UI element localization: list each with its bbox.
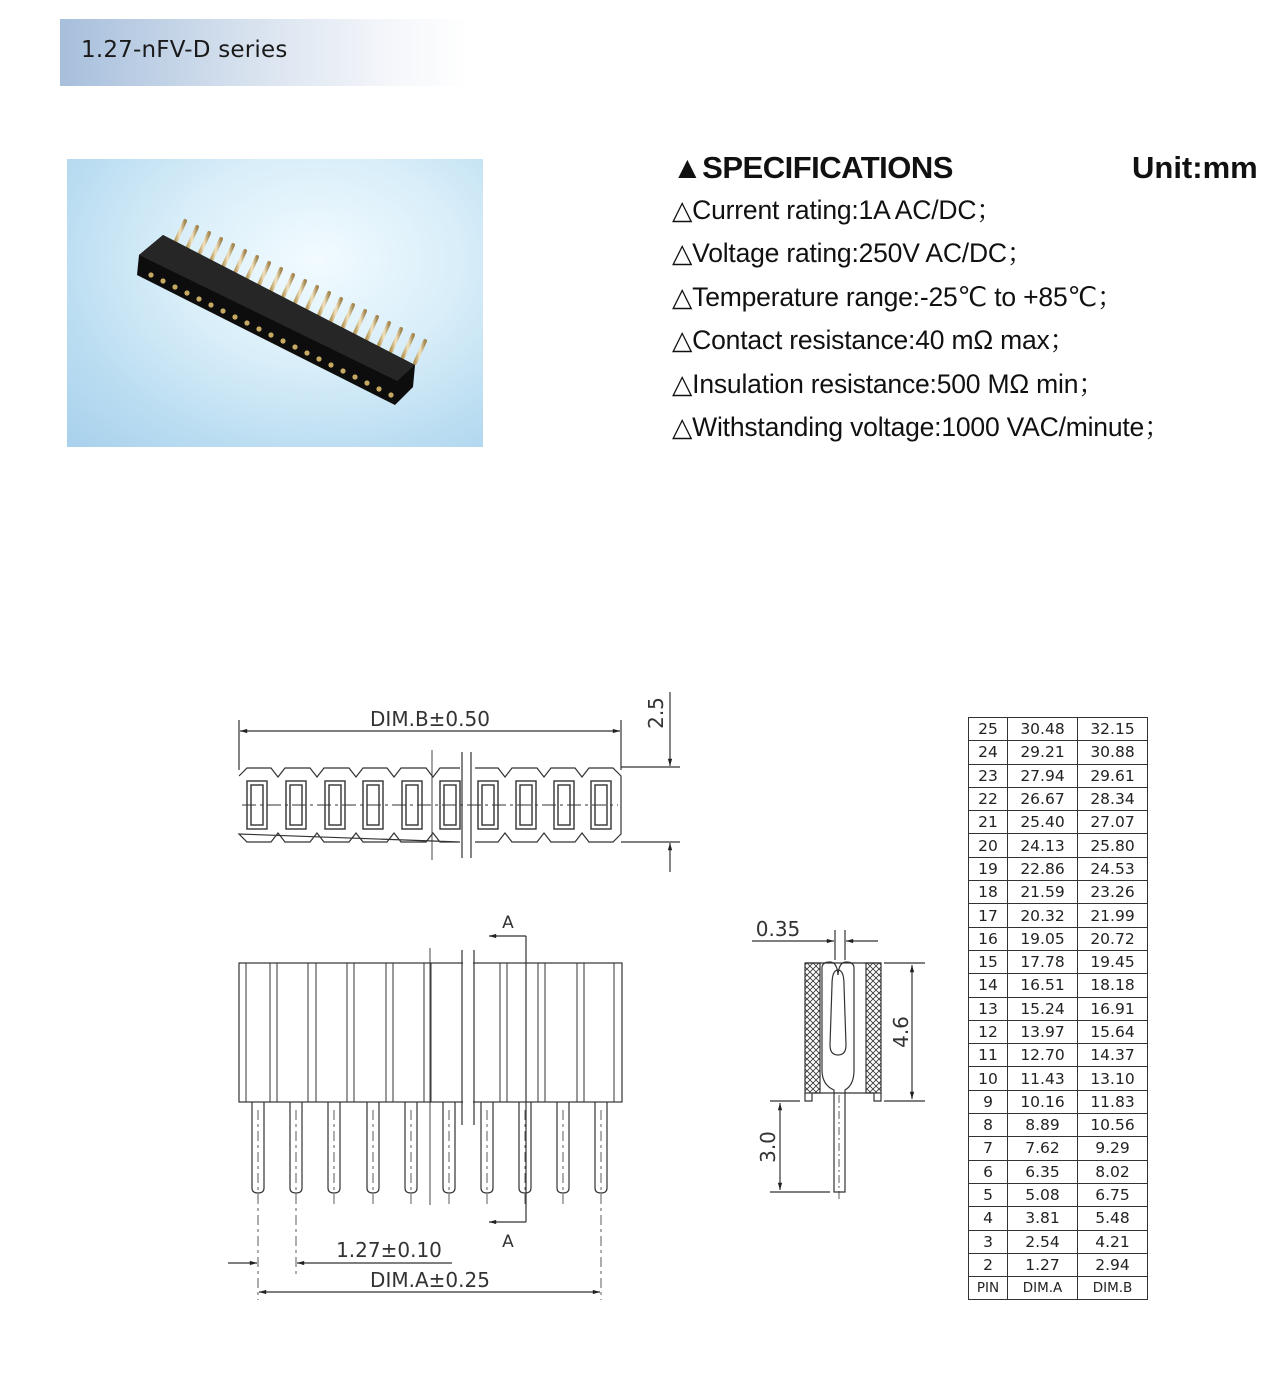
pin-cell: 11 (969, 1044, 1008, 1067)
table-row (969, 834, 1148, 857)
pin-cell: 22 (969, 787, 1008, 810)
dim-b-cell: 27.07 (1078, 811, 1148, 834)
pin-cell: 21 (969, 811, 1008, 834)
pin-cell: 2 (969, 1253, 1008, 1276)
dim-b-cell: 15.64 (1078, 1020, 1148, 1043)
top-height-label: 2.5 (644, 697, 668, 729)
specifications-title: ▲SPECIFICATIONS (672, 150, 953, 185)
table-row (969, 1090, 1148, 1113)
pin-cell: 18 (969, 881, 1008, 904)
pin-cell: 13 (969, 997, 1008, 1020)
pin-cell: 17 (969, 904, 1008, 927)
table-row (969, 787, 1148, 810)
dim-b-cell: 4.21 (1078, 1230, 1148, 1253)
dim-b-cell: 8.02 (1078, 1160, 1148, 1183)
table-row (969, 741, 1148, 764)
dim-a-cell: 7.62 (1008, 1137, 1078, 1160)
dim-b-cell: 11.83 (1078, 1090, 1148, 1113)
pin-cell: 16 (969, 927, 1008, 950)
table-row (969, 1044, 1148, 1067)
dim-a-cell: 6.35 (1008, 1160, 1078, 1183)
dim-b-cell: 5.48 (1078, 1207, 1148, 1230)
dim-a-cell: 12.70 (1008, 1044, 1078, 1067)
pin-cell: 7 (969, 1137, 1008, 1160)
dim-b-cell: 25.80 (1078, 834, 1148, 857)
table-row (969, 974, 1148, 997)
pin-cell: 9 (969, 1090, 1008, 1113)
table-row (969, 764, 1148, 787)
header-dim-a: DIM.A (1008, 1277, 1078, 1300)
pin-cell: 20 (969, 834, 1008, 857)
dim-a-cell: 27.94 (1008, 764, 1078, 787)
table-row (969, 1114, 1148, 1137)
dim-b-cell: 28.34 (1078, 787, 1148, 810)
dim-a-cell: 10.16 (1008, 1090, 1078, 1113)
table-row (969, 997, 1148, 1020)
pin-cell: 23 (969, 764, 1008, 787)
table-row (969, 1207, 1148, 1230)
spec-voltage-rating: △Voltage rating:250V AC/DC； (672, 238, 1034, 269)
tail-length-label: 3.0 (756, 1131, 780, 1163)
pin-cell: 5 (969, 1183, 1008, 1206)
dim-b-cell: 6.75 (1078, 1183, 1148, 1206)
dim-a-cell: 19.05 (1008, 927, 1078, 950)
pin-cell: 24 (969, 741, 1008, 764)
spec-insulation-resistance: △Insulation resistance:500 MΩ min； (672, 368, 1105, 399)
dim-b-label: DIM.B±0.50 (370, 707, 490, 731)
table-row (969, 1253, 1148, 1276)
pin-cell: 25 (969, 718, 1008, 741)
table-row (969, 881, 1148, 904)
header-dim-b: DIM.B (1078, 1277, 1148, 1300)
contact-width-label: 0.35 (755, 917, 801, 941)
pin-dimension-table (968, 717, 1148, 1300)
dim-b-cell: 29.61 (1078, 764, 1148, 787)
table-row (969, 1137, 1148, 1160)
pin-cell: 4 (969, 1207, 1008, 1230)
body-height-label: 4.6 (889, 1016, 913, 1048)
dim-a-cell: 8.89 (1008, 1114, 1078, 1137)
dim-a-cell: 22.86 (1008, 857, 1078, 880)
dim-b-cell: 18.18 (1078, 974, 1148, 997)
dim-a-cell: 26.67 (1008, 787, 1078, 810)
table-row (969, 1020, 1148, 1043)
dim-a-cell: 20.32 (1008, 904, 1078, 927)
dim-b-cell: 21.99 (1078, 904, 1148, 927)
pin-cell: 14 (969, 974, 1008, 997)
dim-b-cell: 13.10 (1078, 1067, 1148, 1090)
unit-label: Unit:mm (1132, 150, 1258, 185)
dim-b-cell: 20.72 (1078, 927, 1148, 950)
spec-withstanding-voltage: △Withstanding voltage:1000 VAC/minute； (672, 411, 1171, 442)
dim-b-cell: 10.56 (1078, 1114, 1148, 1137)
pin-cell: 6 (969, 1160, 1008, 1183)
table-row (969, 718, 1148, 741)
dim-a-cell: 24.13 (1008, 834, 1078, 857)
dim-a-cell: 11.43 (1008, 1067, 1078, 1090)
table-row (969, 811, 1148, 834)
dim-a-cell: 5.08 (1008, 1183, 1078, 1206)
dim-b-cell: 30.88 (1078, 741, 1148, 764)
dim-a-cell: 16.51 (1008, 974, 1078, 997)
dim-b-cell: 19.45 (1078, 950, 1148, 973)
pin-cell: 15 (969, 950, 1008, 973)
table-header-row (969, 1277, 1148, 1300)
dim-a-cell: 13.97 (1008, 1020, 1078, 1043)
table-row (969, 1160, 1148, 1183)
dim-a-cell: 30.48 (1008, 718, 1078, 741)
pin-cell: 3 (969, 1230, 1008, 1253)
dim-a-label: DIM.A±0.25 (370, 1268, 490, 1292)
dim-a-cell: 29.21 (1008, 741, 1078, 764)
dim-a-cell: 2.54 (1008, 1230, 1078, 1253)
pin-cell: 10 (969, 1067, 1008, 1090)
pin-cell: 19 (969, 857, 1008, 880)
dim-a-cell: 25.40 (1008, 811, 1078, 834)
spec-current-rating: △Current rating:1A AC/DC； (672, 195, 1003, 225)
table-row (969, 1067, 1148, 1090)
dim-b-cell: 14.37 (1078, 1044, 1148, 1067)
dim-b-cell: 16.91 (1078, 997, 1148, 1020)
dim-b-cell: 2.94 (1078, 1253, 1148, 1276)
pin-cell: 12 (969, 1020, 1008, 1043)
dim-b-cell: 24.53 (1078, 857, 1148, 880)
table-row (969, 857, 1148, 880)
dim-a-cell: 3.81 (1008, 1207, 1078, 1230)
series-title: 1.27-nFV-D series (81, 37, 288, 63)
table-row (969, 904, 1148, 927)
spec-contact-resistance: △Contact resistance:40 mΩ max； (672, 325, 1076, 356)
pin-cell: 8 (969, 1114, 1008, 1137)
dim-b-cell: 32.15 (1078, 718, 1148, 741)
spec-temperature-range: △Temperature range:-25℃ to +85℃； (672, 281, 1124, 312)
dim-a-cell: 15.24 (1008, 997, 1078, 1020)
section-marker-bottom: A (502, 1232, 514, 1252)
dim-a-cell: 21.59 (1008, 881, 1078, 904)
dim-b-cell: 9.29 (1078, 1137, 1148, 1160)
dim-a-cell: 1.27 (1008, 1253, 1078, 1276)
table-row (969, 927, 1148, 950)
dim-a-cell: 17.78 (1008, 950, 1078, 973)
table-row (969, 1183, 1148, 1206)
pitch-label: 1.27±0.10 (336, 1238, 442, 1262)
table-row (969, 1230, 1148, 1253)
section-marker-top: A (502, 913, 514, 933)
header-pin: PIN (969, 1277, 1008, 1300)
dim-b-cell: 23.26 (1078, 881, 1148, 904)
table-row (969, 950, 1148, 973)
